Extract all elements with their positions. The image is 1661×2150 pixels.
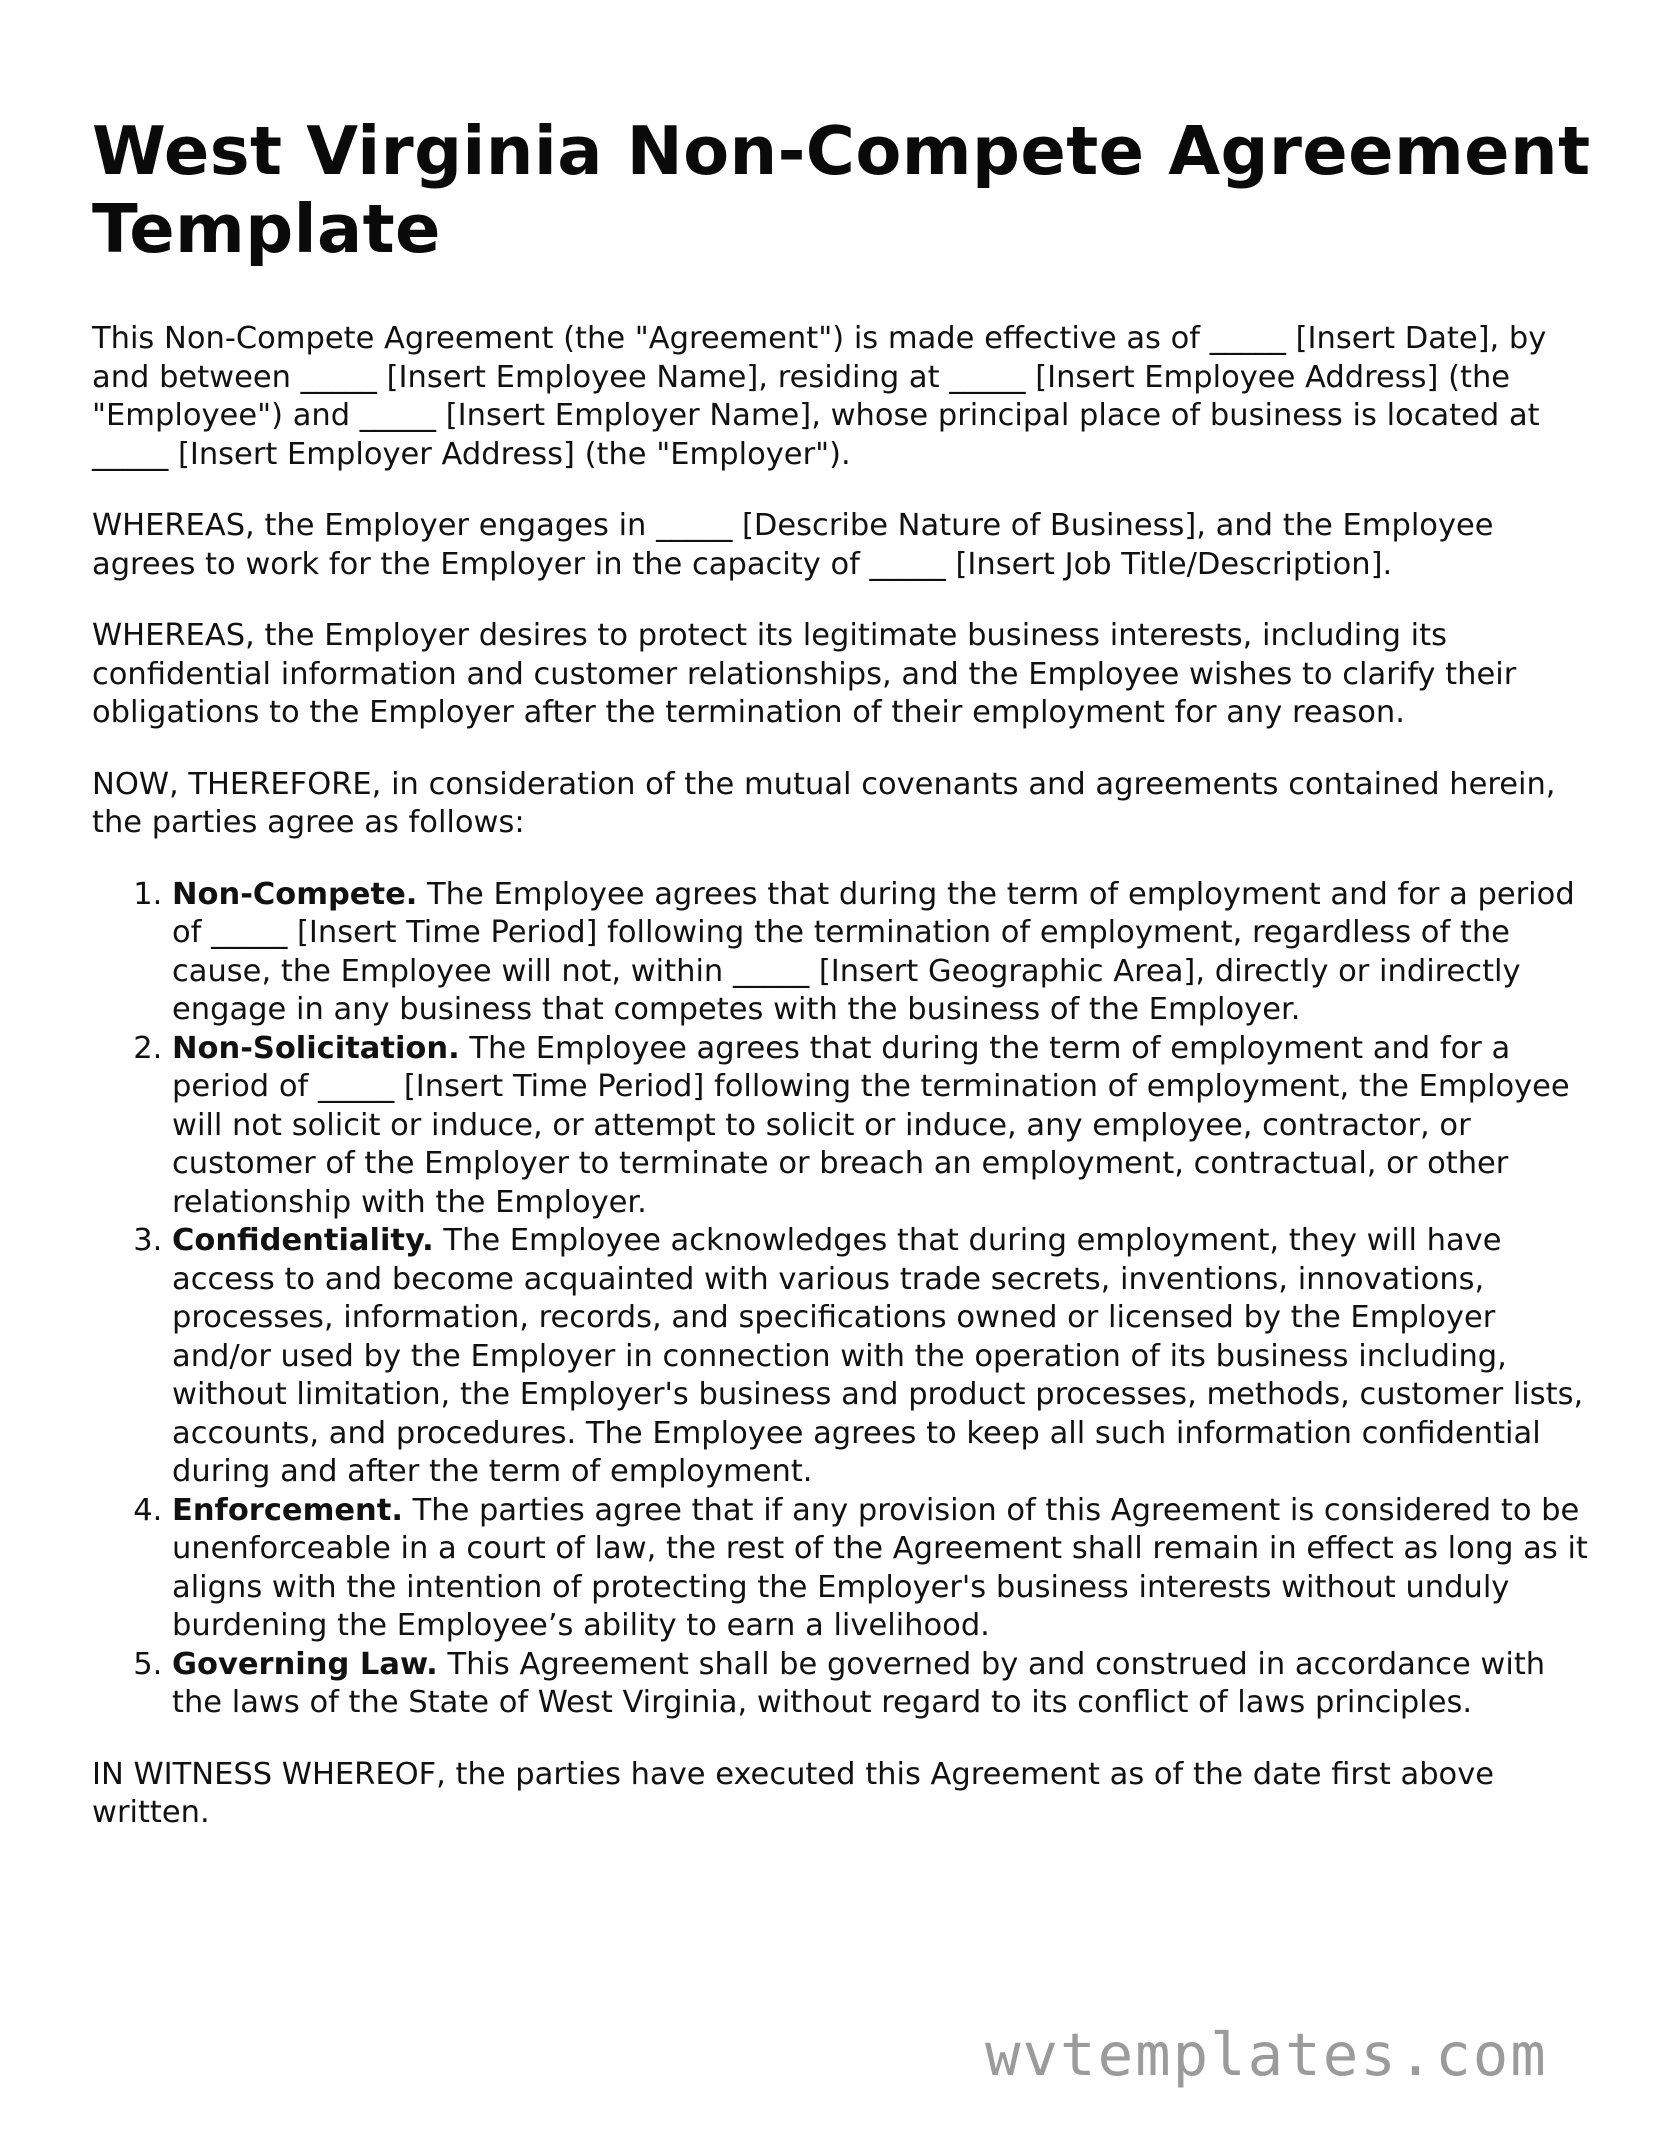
clause-term: Confidentiality. — [172, 1223, 434, 1258]
clause-text: The Employee acknowledges that during employment, they will have access to and become acquainted with various trade secrets, inventions, innovations, processes, information, records, and specifications owned or licensed by the Employer and/or used by the Employer in connection with the operation of its business including, without limitation, the Employer's business and product processes, methods, customer lists, accounts, and procedures. The Employee agrees to keep all such information confidential during and after the term of employment. — [172, 1223, 1584, 1489]
clause-text: The Employee agrees that during the term of employment and for a period of _____ [Insert Time Period] following the termination of employment, the Employee will not solicit or induce, or attempt to solicit or induce, any employee, contractor, or customer of the Employer to terminate or breach an employment, contractual, or other relationship with the Employer. — [172, 1030, 1570, 1220]
now-therefore-paragraph: NOW, THEREFORE, in consideration of the mutual covenants and agreements contained herein, the parties agree as follows: — [92, 766, 1556, 840]
document-page — [92, 112, 1592, 1866]
clause-text: The Employee agrees that during the term of employment and for a period of _____ [Insert Time Period] following the termination of employment, regardless of the cause, the Employee will not, within _____ [Insert Geographic Area], directly or indirectly engage in any business that competes with the business of the Employer. — [172, 876, 1575, 1027]
watermark: wvtemplates.com — [985, 2020, 1548, 2089]
clause-term: Governing Law. — [172, 1646, 438, 1682]
clause-governing-law — [172, 1646, 1592, 1723]
whereas-business-paragraph: WHEREAS, the Employer engages in _____ [Describe Nature of Business], and the Employee agrees to work for the Employer in the capacity of _____ [Insert Job Title/Description]. — [92, 508, 1494, 582]
clause-text: This Agreement shall be governed by and construed in accordance with the laws of the State of West Virginia, without regard to its conflict of laws principles. — [172, 1646, 1546, 1720]
document-title: West Virginia Non-Compete Agreement Template — [92, 112, 1591, 268]
whereas-protect-paragraph: WHEREAS, the Employer desires to protect its legitimate business interests, including its confidential information and customer relationships, and the Employee wishes to clarify their obligations to the Employer after the termination of their employment for any reason. — [92, 618, 1517, 730]
clause-term: Enforcement. — [172, 1492, 403, 1528]
clause-text: The parties agree that if any provision of this Agreement is considered to be unenforceable in a court of law, the rest of the Agreement shall remain in effect as long as it aligns with the intention of protecting the Employer's business interests without unduly burdening the Employee’s ability to earn a livelihood. — [172, 1492, 1588, 1643]
clause-list — [92, 876, 1592, 1723]
clause-confidentiality — [172, 1222, 1592, 1492]
clause-enforcement — [172, 1492, 1592, 1646]
intro-paragraph: This Non-Compete Agreement (the "Agreement") is made effective as of _____ [Insert Date], by and between _____ [Insert Employee Name], residing at _____ [Insert Employee Address] (the "Employee") and _____ [Insert Employer Name], whose principal place of business is located at _____ [Insert Employer Address] (the "Employer"). — [92, 321, 1547, 472]
clause-term: Non-Compete. — [172, 876, 418, 912]
witness-paragraph: IN WITNESS WHEREOF, the parties have executed this Agreement as of the date first above written. — [92, 1756, 1495, 1830]
clause-term: Non-Solicitation. — [172, 1030, 460, 1066]
clause-non-solicitation — [172, 1030, 1592, 1223]
clause-non-compete — [172, 876, 1592, 1030]
